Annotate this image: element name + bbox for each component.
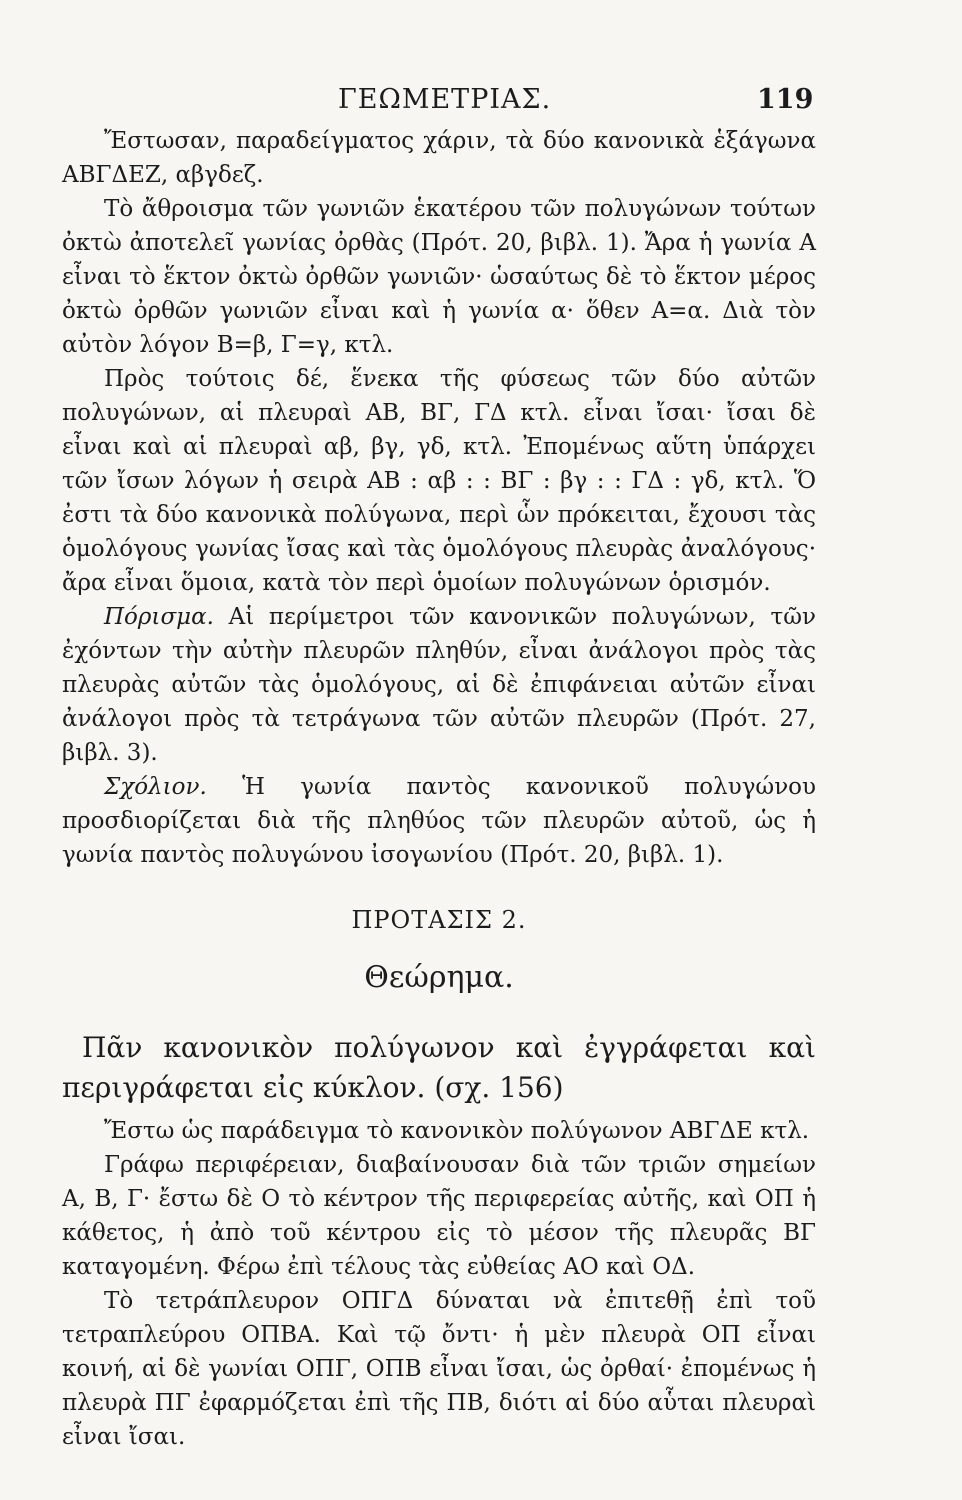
page-number: 119 [757,84,814,115]
corollary-label: Πόρισμα. [104,604,214,630]
running-title: ΓΕΩΜΕΤΡΙΑΣ. [338,84,552,115]
paragraph: Ἔστωσαν, παραδείγματος χάριν, τὰ δύο κανονικὰ ἑξάγωνα ΑΒΓΔΕΖ, αβγδεζ. [62,128,816,188]
proof-paragraph: Ἔστω ὡς παράδειγμα τὸ κανονικὸν πολύγωνον ΑΒΓΔΕ κτλ. [104,1118,810,1144]
paragraph: Τὸ ἄθροισμα τῶν γωνιῶν ἑκατέρου τῶν πολυγώνων τούτων ὀκτὼ ἀποτελεῖ γωνίας ὀρθὰς (Πρότ. 20, βιβλ. 1). Ἄρα ἡ γωνία Α εἶναι τὸ ἕκτον ὀκτὼ ὀρθῶν γωνιῶν· ὡσαύτως δὲ τὸ ἕκτον μέρος ὀκτὼ ὀρθῶν γωνιῶν εἶναι καὶ ἡ γωνία α· ὅθεν Α=α. Διὰ τὸν αὐτὸν λόγον Β=β, Γ=γ, κτλ. [62,196,816,358]
theorem-enunciation: Πᾶν κανονικὸν πολύγωνον καὶ ἐγγράφεται καὶ περιγράφεται εἰς κύκλον. (σχ. 156) [62,1031,816,1104]
proposition-title: ΠΡΟΤΑΣΙΣ 2. [351,906,527,934]
page-header [0,84,962,124]
page-body [62,124,816,1454]
corollary-paragraph: Πόρισμα. Αἱ περίμετροι τῶν κανονικῶν πολυγώνων, τῶν ἐχόντων τὴν αὐτὴν πλευρῶν πληθύν, εἶναι ἀνάλογοι πρὸς τὰς πλευρὰς αὐτῶν τὰς ὁμολόγους, αἱ δὲ ἐπιφάνειαι αὐτῶν εἶναι ἀνάλογοι πρὸς τὰ τετράγωνα τῶν αὐτῶν πλευρῶν (Πρότ. 27, βιβλ. 3). [62,604,816,766]
proposition-heading [62,904,816,998]
scholium-paragraph: Σχόλιον. Ἡ γωνία παντὸς κανονικοῦ πολυγώνου προσδιορίζεται διὰ τῆς πληθύος τῶν πλευρῶν αὐτοῦ, ὡς ἡ γωνία παντὸς πολυγώνου ἰσογωνίου (Πρότ. 20, βιβλ. 1). [62,774,816,868]
scholium-label: Σχόλιον. [104,774,207,800]
proof-paragraph: Γράφω περιφέρειαν, διαβαίνουσαν διὰ τῶν τριῶν σημείων Α, Β, Γ· ἔστω δὲ Ο τὸ κέντρον τῆς περιφερείας αὐτῆς, καὶ ΟΠ ἡ κάθετος, ἡ ἀπὸ τοῦ κέντρου εἰς τὸ μέσον τῆς πλευρᾶς ΒΓ καταγομένη. Φέρω ἐπὶ τέλους τὰς εὐθείας ΑΟ καὶ ΟΔ. [62,1152,816,1280]
paragraph: Πρὸς τούτοις δέ, ἕνεκα τῆς φύσεως τῶν δύο αὐτῶν πολυγώνων, αἱ πλευραὶ ΑΒ, ΒΓ, ΓΔ κτλ. εἶναι ἴσαι· ἴσαι δὲ εἶναι καὶ αἱ πλευραὶ αβ, βγ, γδ, κτλ. Ἐπομένως αὕτη ὑπάρχει τῶν ἴσων λόγων ἡ σειρὰ ΑΒ : αβ : : ΒΓ : βγ : : ΓΔ : γδ, κτλ. Ὅ ἐστι τὰ δύο κανονικὰ πολύγωνα, περὶ ὧν πρόκειται, ἔχουσι τὰς ὁμολόγους γωνίας ἴσας καὶ τὰς ὁμολόγους πλευρὰς ἀναλόγους· ἄρα εἶναι ὅμοια, κατὰ τὸν περὶ ὁμοίων πολυγώνων ὁρισμόν. [62,366,816,596]
theorem-label: Θεώρημα. [364,960,514,995]
proof-paragraph: Τὸ τετράπλευρον ΟΠΓΔ δύναται νὰ ἐπιτεθῇ ἐπὶ τοῦ τετραπλεύρου ΟΠΒΑ. Καὶ τῷ ὄντι· ἡ μὲν πλευρὰ ΟΠ εἶναι κοινή, αἱ δὲ γωνίαι ΟΠΓ, ΟΠΒ εἶναι ἴσαι, ὡς ὀρθαί· ἐπομένως ἡ πλευρὰ ΠΓ ἐφαρμόζεται ἐπὶ τῆς ΠΒ, διότι αἱ δύο αὗται πλευραὶ εἶναι ἴσαι. [62,1288,816,1450]
